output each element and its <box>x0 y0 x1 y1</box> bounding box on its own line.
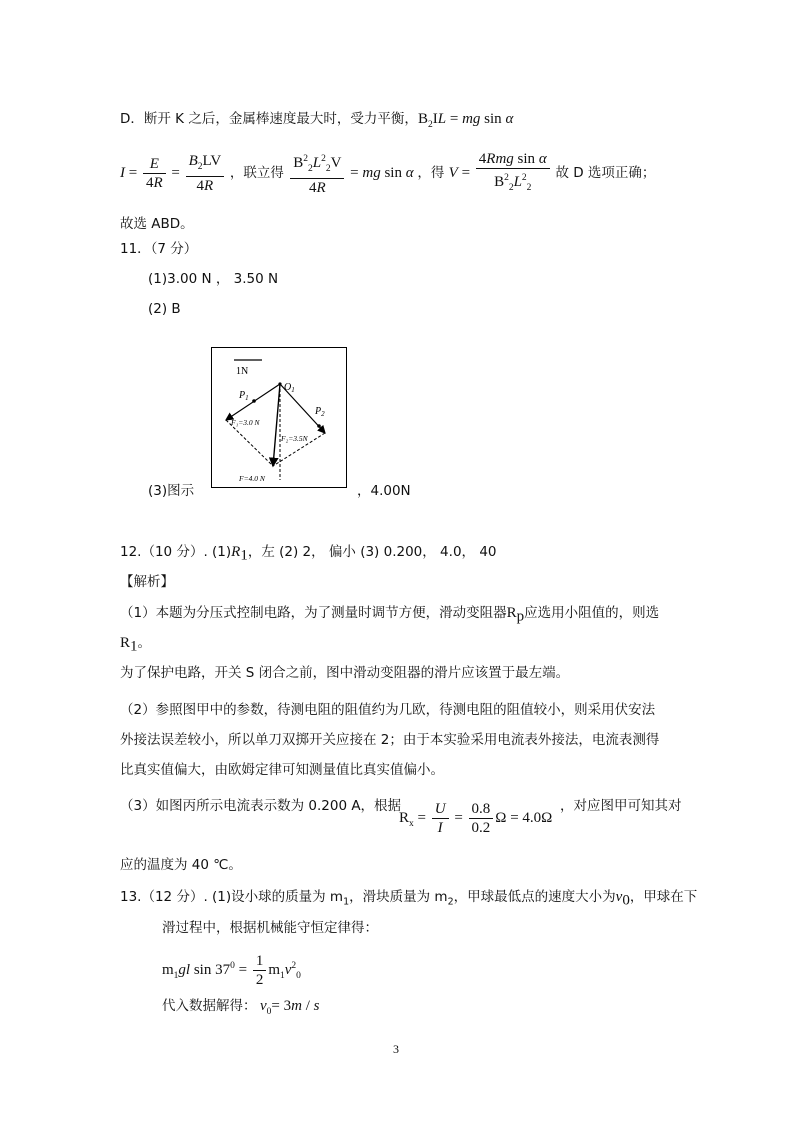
q13-header-d: ，甲球在下 <box>629 889 698 905</box>
eq-balance: $B_2IL$ = mg sin α <box>418 111 514 130</box>
q11-header: 11．（7 分） <box>120 241 198 257</box>
q12-header-suffix: ，左 (2) 2， 偏小 (3) 0.200， 4.0， 40 <box>247 544 497 560</box>
q12-p1-line3: 为了保护电路，开关 S 闭合之前，图中滑动变阻器的滑片应该置于最左端。 <box>120 665 570 681</box>
q13-line4: 代入数据解得： <box>162 998 257 1014</box>
eq-current: I = $\frac{E}{4R}$ = $\frac{B_2LV}{4R}$ <box>120 165 230 181</box>
q12-rp-sub: p <box>516 608 525 625</box>
q12-header <box>120 543 497 565</box>
q11-part3-label: (3)图示 <box>148 483 195 499</box>
o-label: $O_1$ <box>284 382 295 394</box>
q13-v0-result: $v_0= 3m / s$ <box>260 998 320 1017</box>
d-option-text: D．断开 K 之后，金属棒速度最大时，受力平衡， <box>120 111 418 127</box>
q12-p1-line2 <box>120 634 151 656</box>
q12-r1: R <box>231 544 241 560</box>
q12-r1-sub: 1 <box>240 547 248 564</box>
q12-p2-line3: 比真实值偏大，由欧姆定律可知测量值比真实值偏小。 <box>120 762 444 778</box>
p2-dot <box>317 424 321 428</box>
p1-dot <box>252 399 256 403</box>
q12-p1-line2-end: 。 <box>137 635 152 651</box>
analysis-title: 【解析】 <box>120 574 174 590</box>
scale-label: 1N <box>236 366 249 377</box>
q13-header <box>120 888 697 912</box>
eq-combined: $\frac{B^2_2L^2_2V}{4R}$ = mg sin α <box>288 165 417 181</box>
q12-p3-line2: 应的温度为 40 ℃。 <box>120 857 242 873</box>
q12-p1-line1-b: 应选用小阻值的，则选 <box>524 605 660 621</box>
f1-label: F₁=3.0 N <box>231 418 260 427</box>
q12-p3-line1-b: ，对应图甲可知其对 <box>560 798 682 814</box>
q11-part1: (1)3.00 N ， 3.50 N <box>148 271 279 287</box>
q12-p1-line1 <box>120 604 659 626</box>
q12-p2-line2: 外接法误差较小，所以单刀双掷开关应接在 2；由于本实验采用电流表外接法，电流表测得 <box>120 732 660 748</box>
f-label: F=4.0 N <box>239 474 265 483</box>
q12-r1-line2-sub: 1 <box>130 638 138 655</box>
q12-p1-line1-a: （1）本题为分压式控制电路，为了测量时调节方便，滑动变阻器 <box>120 605 507 621</box>
f2-label: F₂=3.5N <box>281 434 308 443</box>
q11-part3-value: ，4.00N <box>357 483 411 499</box>
force-diagram <box>211 347 347 488</box>
q13-line2: 滑过程中，根据机械能守恒定律得： <box>162 920 378 936</box>
q13-sub1: 1 <box>343 896 350 908</box>
q13-header-c: ，甲球最低点的速度大小为 <box>453 889 616 905</box>
d-conclusion: 故 D 选项正确； <box>555 164 656 181</box>
q11-part2: (2) B <box>148 301 181 317</box>
select-summary: 故选 ABD。 <box>120 216 194 232</box>
q12-r1-line2: R <box>120 635 131 651</box>
d-option-equation-line <box>120 150 656 196</box>
q13-v0: v <box>615 889 623 905</box>
f-resultant-arrow <box>273 384 280 466</box>
q12-p2-line1: （2）参照图甲中的参数，待测电阻的阻值约为几欧，待测电阻的阻值较小，则采用伏安法 <box>120 702 656 718</box>
connector-1: ，联立得 <box>229 164 284 181</box>
q13-v0-sub: 0 <box>622 892 630 909</box>
q13-sub2: 2 <box>447 896 454 908</box>
p2-label: $P_2$ <box>315 406 325 418</box>
q12-header-prefix: 12.（10 分）. (1) <box>120 544 232 560</box>
d-option-line <box>120 110 418 128</box>
q13-header-b: ，滑块质量为 m <box>349 889 448 905</box>
q12-rp: R <box>506 605 517 621</box>
q13-energy-equation: $m_1gl$ $\sin 37^0$ = $\frac{1}{2}$ $m_1v^2_0$ <box>162 953 301 988</box>
page-number: 3 <box>393 1042 399 1056</box>
connector-2: ，得 <box>417 164 445 181</box>
p1-label: $P_1$ <box>239 390 249 402</box>
q12-p3-line1-a: （3）如图丙所示电流表示数为 0.200 A，根据 <box>120 798 402 814</box>
q12-p3-equation: $R_x$ = $\frac{U}{I}$ = $\frac{0.8}{0.2}$ Ω = 4.0Ω <box>399 801 553 836</box>
q13-header-a: 13.（12 分）. (1)设小球的质量为 m <box>120 889 344 905</box>
eq-result: V = $\frac{\text{4Rmg sin α}}{B^2_2L^2_2}$ <box>449 165 556 181</box>
